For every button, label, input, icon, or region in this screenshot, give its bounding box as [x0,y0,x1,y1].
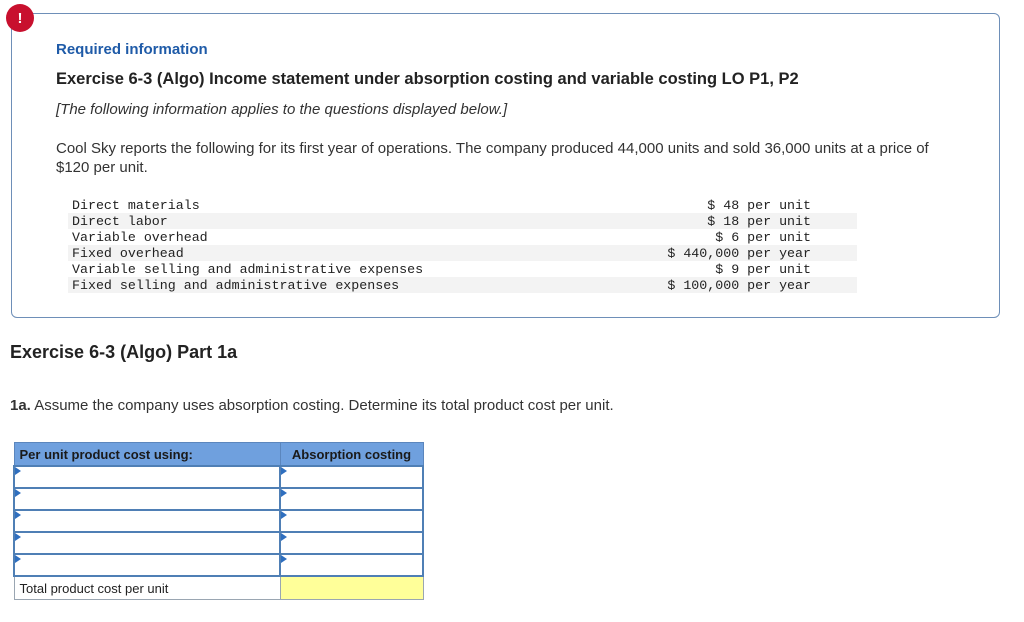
cost-component-input[interactable] [15,511,279,531]
header-per-unit-product-cost: Per unit product cost using: [14,443,280,467]
answer-row [14,488,423,510]
cost-row [68,213,857,229]
cost-component-input[interactable] [15,555,279,575]
absorption-amount-input[interactable] [281,511,422,531]
cost-value: $ 48 per unit [707,197,811,213]
cost-component-input[interactable] [15,467,279,487]
answer-row [14,510,423,532]
alert-icon: ! [6,4,34,32]
absorption-amount-cell[interactable] [280,510,423,532]
absorption-amount-input[interactable] [281,489,422,509]
cost-row [68,197,857,213]
answer-row [14,554,423,576]
question-text [10,397,614,414]
absorption-amount-cell[interactable] [280,532,423,554]
answer-row [14,532,423,554]
exercise-title: Exercise 6-3 (Algo) Income statement under absorption costing and variable costing LO P1, P2 [56,70,799,88]
cost-component-cell[interactable] [14,554,280,576]
cost-label: Variable selling and administrative expenses [72,261,424,277]
dropdown-caret-icon [15,489,21,497]
dropdown-caret-icon [15,511,21,519]
cost-component-input[interactable] [15,533,279,553]
absorption-amount-cell[interactable] [280,466,423,488]
cost-component-input[interactable] [15,489,279,509]
cost-value: $ 18 per unit [581,213,857,229]
total-product-cost-cell[interactable] [280,576,423,600]
dropdown-caret-icon [281,467,287,475]
cost-row [68,229,857,245]
part-heading: Exercise 6-3 (Algo) Part 1a [10,342,238,362]
dropdown-caret-icon [281,555,287,563]
cost-component-cell[interactable] [14,488,280,510]
cost-value: $ 100,000 per year [581,277,857,293]
cost-label: Direct materials [72,197,200,213]
required-information-heading: Required information [56,41,208,58]
cost-row [68,277,857,293]
cost-component-cell[interactable] [14,532,280,554]
cost-value: $ 6 per unit [715,229,811,245]
answer-header-row [14,443,423,467]
cost-label: Fixed overhead [68,245,581,261]
total-product-cost-input[interactable] [281,577,423,599]
dropdown-caret-icon [15,467,21,475]
cost-value: $ 440,000 per year [581,245,857,261]
total-label: Total product cost per unit [14,576,280,600]
absorption-amount-cell[interactable] [280,488,423,510]
dropdown-caret-icon [281,533,287,541]
cost-label: Direct labor [68,213,581,229]
cost-label: Fixed selling and administrative expenses [68,277,581,293]
dropdown-caret-icon [281,489,287,497]
cost-row [68,245,857,261]
absorption-amount-input[interactable] [281,467,422,487]
applies-note: [The following information applies to the questions displayed below.] [56,101,508,118]
answer-row [14,466,423,488]
cost-label: Variable overhead [72,229,208,245]
cost-row [68,261,857,277]
answer-table [13,442,424,600]
cost-data-table [68,197,857,293]
question-label: 1a. [10,397,31,414]
cost-component-cell[interactable] [14,510,280,532]
question-body: Assume the company uses absorption costing. Determine its total product cost per unit. [34,397,614,414]
cost-value: $ 9 per unit [715,261,811,277]
header-absorption-costing: Absorption costing [280,443,423,467]
dropdown-caret-icon [15,533,21,541]
dropdown-caret-icon [281,511,287,519]
absorption-amount-cell[interactable] [280,554,423,576]
cost-component-cell[interactable] [14,466,280,488]
absorption-amount-input[interactable] [281,533,422,553]
scenario-text: Cool Sky reports the following for its first year of operations. The company produced 44,000 units and sold 36,000 units at a price of $120 per unit. [56,140,929,176]
dropdown-caret-icon [15,555,21,563]
absorption-amount-input[interactable] [281,555,422,575]
total-row [14,576,423,600]
